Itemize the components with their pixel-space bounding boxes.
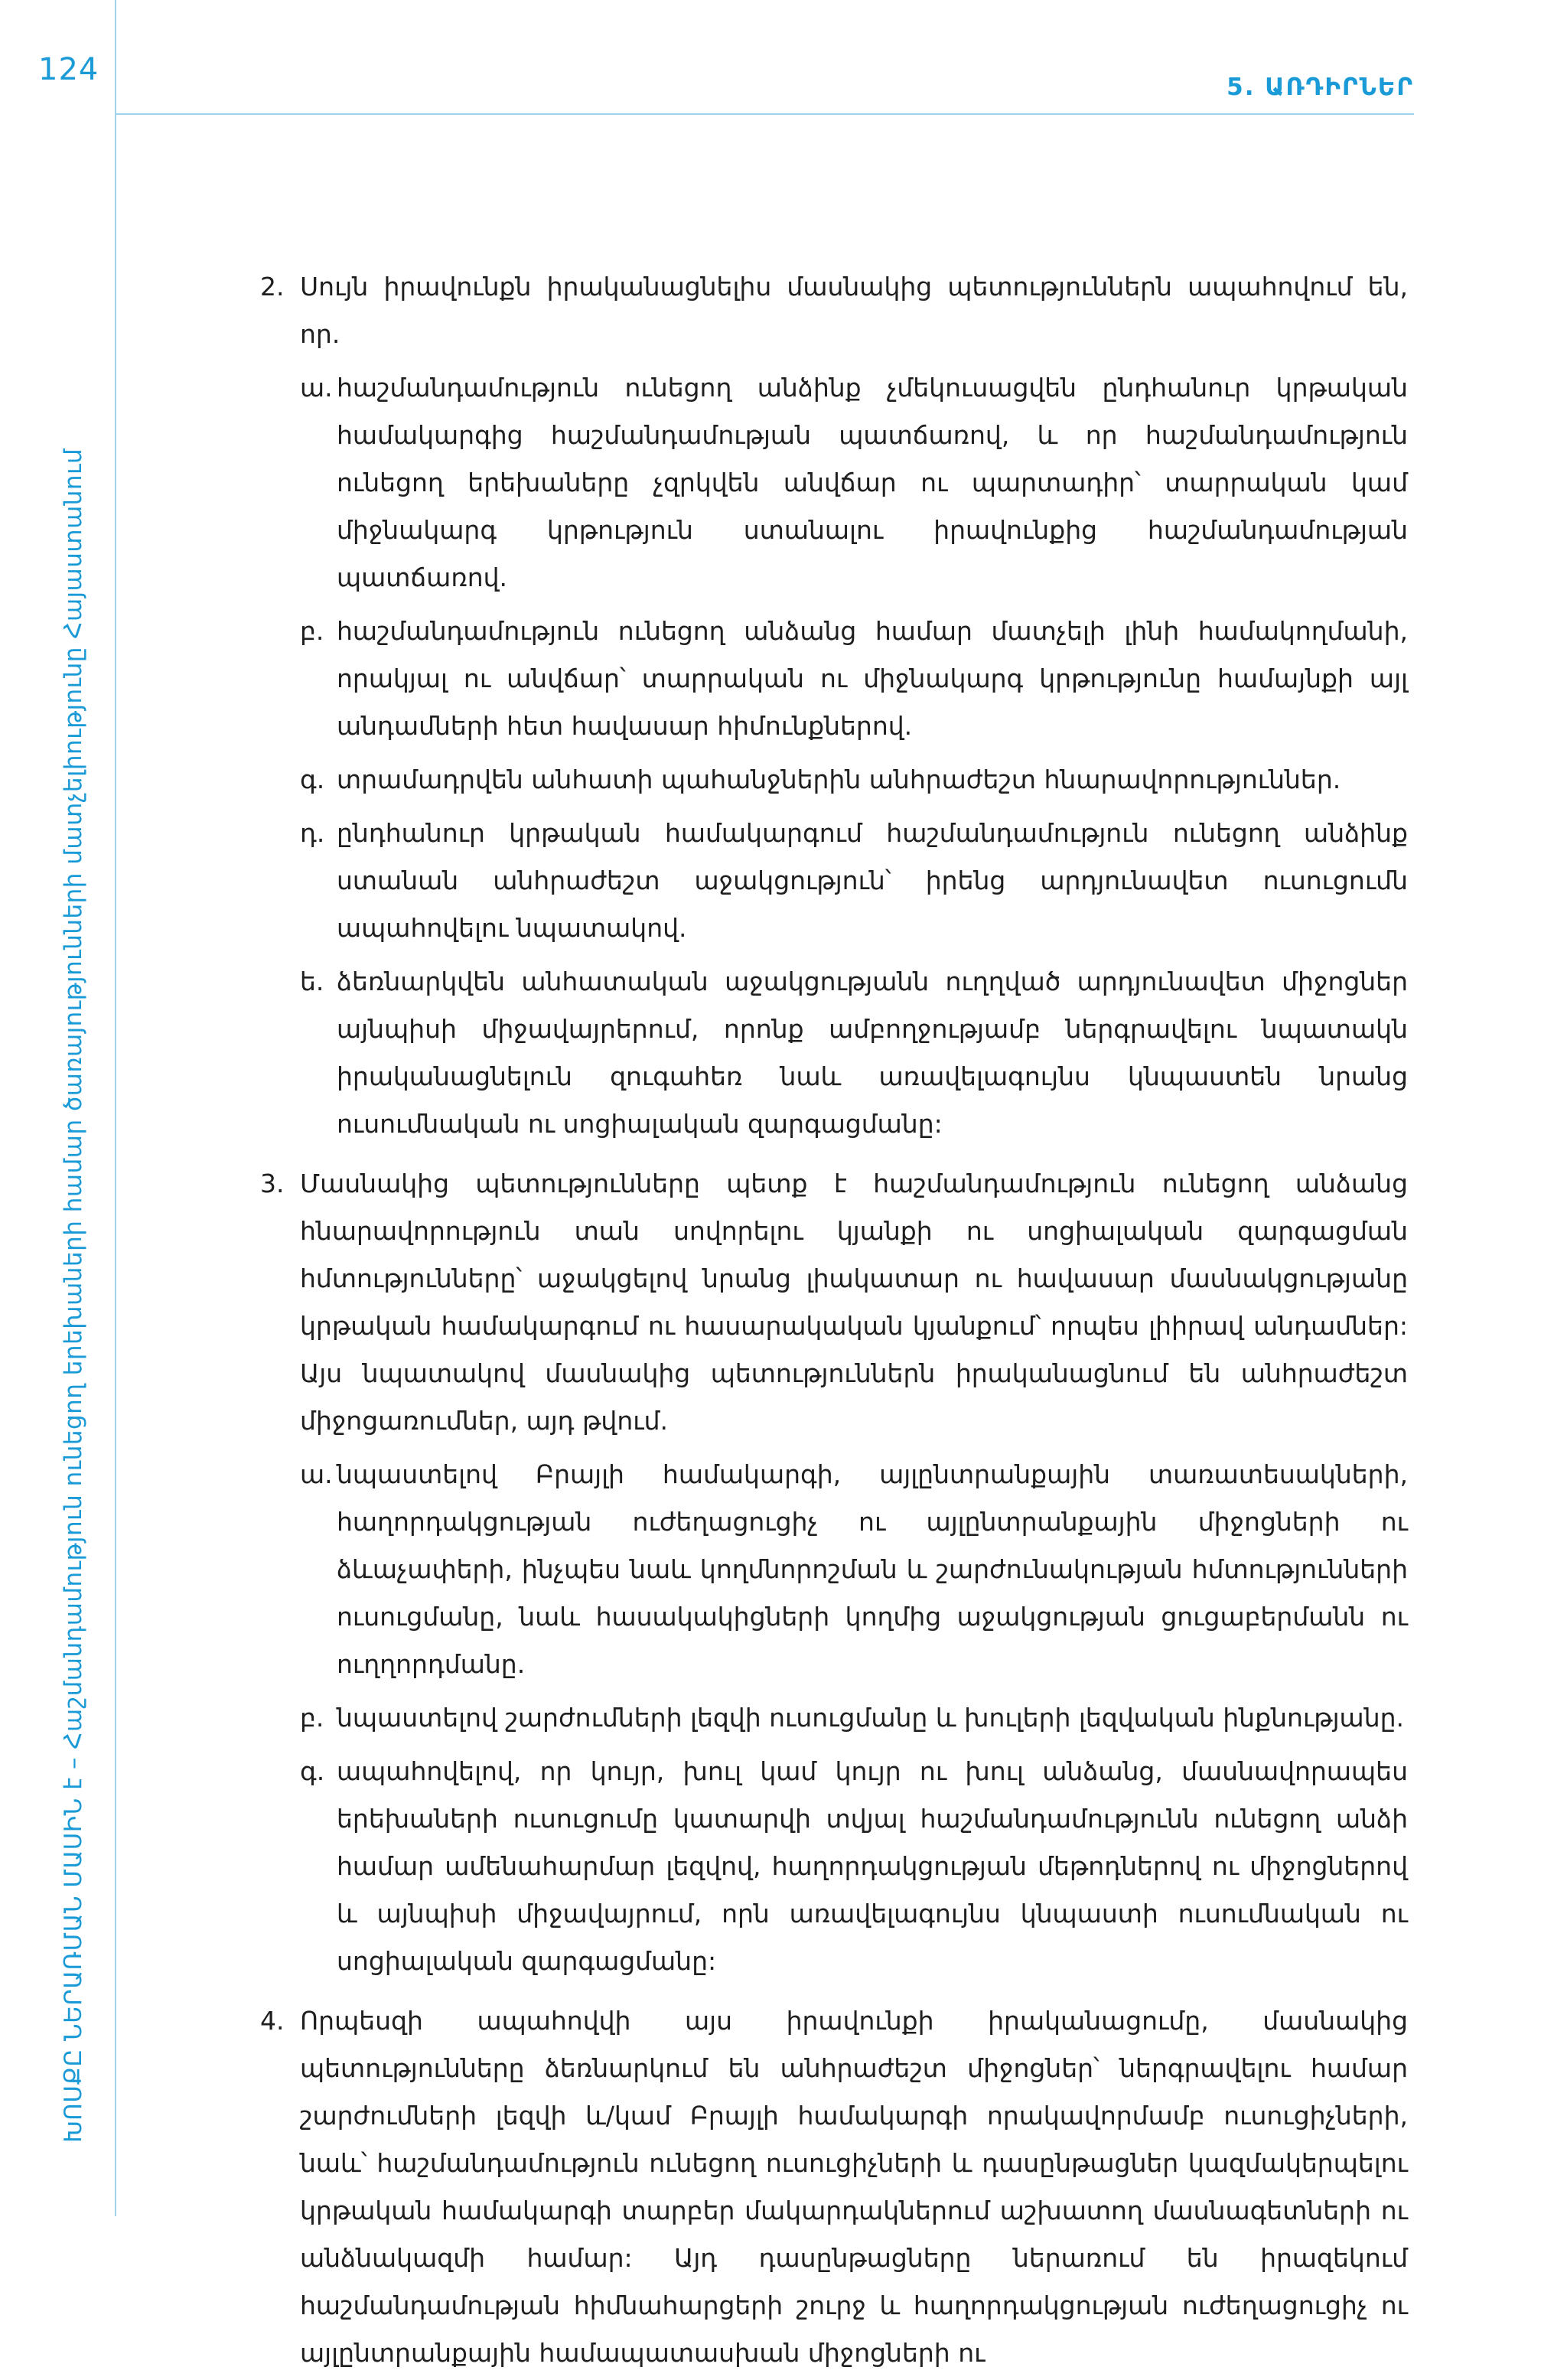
subitem-letter: ա. bbox=[300, 373, 333, 403]
side-running-title: ԽՈՍՔԸ ՆԵՐԱՌՄԱՆ ՄԱՍԻՆ է – Հաշմանդամություն ունեցող երեխաների համար ծառայությունների մատչելիությունը Հայաստանում bbox=[60, 448, 87, 2143]
subitem-letter: գ. bbox=[300, 765, 325, 794]
item-number: 3. bbox=[260, 1169, 285, 1198]
numbered-item bbox=[260, 1160, 1408, 1445]
subitem-text: նպաստելով Բրայլի համակարգի, այլընտրանքային տառատեսակների, հաղորդակցության ուժեղացուցիչ ու այլընտրանքային միջոցների ու ձևաչափերի, ինչպես նաև կողմնորոշման և շարժունակության հմտությունների ուսուցմանը, նաև հասակակիցների կողմից աջակցության ցուցաբերմանն ու ուղղորդմանը. bbox=[337, 1459, 1408, 1679]
lettered-subitem bbox=[300, 364, 1408, 602]
item-text: Սույն իրավունքն իրականացնելիս մասնակից պետություններն ապահովում են, որ. bbox=[300, 272, 1408, 349]
page-number: 124 bbox=[38, 52, 99, 87]
subitem-text: տրամադրվեն անհատի պահանջներին անհրաժեշտ հնարավորություններ. bbox=[337, 765, 1341, 794]
numbered-item bbox=[260, 1997, 1408, 2377]
lettered-subitem bbox=[300, 958, 1408, 1148]
subitem-letter: ե. bbox=[300, 967, 324, 996]
subitem-text: ձեռնարկվեն անհատական աջակցությանն ուղղված արդյունավետ միջոցներ այնպիսի միջավայրերում, որոնք ամբողջությամբ ներգրավելու նպատակն իրականացնելուն զուգահեռ նաև առավելագույնս կնպաստեն նրանց ուսումնական ու սոցիալական զարգացմանը: bbox=[337, 967, 1408, 1139]
subitem-text: հաշմանդամություն ունեցող անձանց համար մատչելի լինի համակողմանի, որակյալ ու անվճար՝ տարրական ու միջնակարգ կրթությունը համայնքի այլ անդամների հետ հավասար հիմունքներով. bbox=[337, 616, 1408, 741]
subitem-letter: բ. bbox=[300, 1703, 324, 1733]
chapter-title: 5. ԱՌԴԻՐՆԵՐ bbox=[1227, 73, 1414, 101]
subitem-letter: բ. bbox=[300, 616, 324, 646]
subitem-letter: գ. bbox=[300, 1756, 325, 1786]
lettered-subitem bbox=[300, 1748, 1408, 1985]
page-body bbox=[260, 263, 1408, 2380]
subitem-text: ընդհանուր կրթական համակարգում հաշմանդամություն ունեցող անձինք ստանան անհրաժեշտ աջակցություն՝ իրենց արդյունավետ ուսուցումն ապահովելու նպատակով. bbox=[337, 818, 1408, 943]
subitem-letter: դ. bbox=[300, 818, 325, 848]
margin-rule bbox=[115, 0, 116, 2216]
numbered-item bbox=[260, 263, 1408, 358]
header-rule bbox=[115, 113, 1414, 115]
item-number: 4. bbox=[260, 2006, 285, 2036]
subitem-text: հաշմանդամություն ունեցող անձինք չմեկուսացվեն ընդհանուր կրթական համակարգից հաշմանդամության պատճառով, և որ հաշմանդամություն ունեցող երեխաները չզրկվեն անվճար ու պարտադիր՝ տարրական կամ միջնակարգ կրթություն ստանալու իրավունքից հաշմանդամության պատճառով. bbox=[337, 373, 1408, 592]
lettered-subitem bbox=[300, 756, 1408, 804]
item-number: 2. bbox=[260, 272, 285, 302]
item-text: Մասնակից պետությունները պետք է հաշմանդամություն ունեցող անձանց հնարավորություն տան սովորելու կյանքի ու սոցիալական զարգացման հմտությունները՝ աջակցելով նրանց լիակատար ու հավասար մասնակցությանը կրթական համակարգում ու հասարակական կյանքում՝ որպես լիիրավ անդամներ: Այս նպատակով մասնակից պետություններն իրականացնում են անհրաժեշտ միջոցառումներ, այդ թվում. bbox=[300, 1169, 1408, 1436]
lettered-subitem bbox=[300, 810, 1408, 952]
lettered-subitem bbox=[300, 608, 1408, 750]
subitem-text: նպաստելով շարժումների լեզվի ուսուցմանը և խուլերի լեզվական ինքնությանը. bbox=[337, 1703, 1405, 1733]
lettered-subitem bbox=[300, 1694, 1408, 1742]
subitem-text: ապահովելով, որ կույր, խուլ կամ կույր ու խուլ անձանց, մասնավորապես երեխաների ուսուցումը կատարվի տվյալ հաշմանդամությունն ունեցող անձի համար ամենահարմար լեզվով, հաղորդակցության մեթոդներով ու միջոցներով և այնպիսի միջավայրում, որն առավելագույնս կնպաստի ուսումնական ու սոցիալական զարգացմանը: bbox=[337, 1756, 1408, 1976]
subitem-letter: ա. bbox=[300, 1459, 333, 1489]
item-text: Որպեսզի ապահովվի այս իրավունքի իրականացումը, մասնակից պետությունները ձեռնարկում են անհրաժեշտ միջոցներ՝ ներգրավելու համար շարժումների լեզվի և/կամ Բրայլի համակարգի որակավորմամբ ուսուցիչների, նաև՝ հաշմանդամություն ունեցող ուսուցիչների և դասընթացներ կազմակերպելու կրթական համակարգի տարբեր մակարդակներում աշխատող մասնագետների ու անձնակազմի համար: Այդ դասընթացները ներառում են իրազեկում հաշմանդամության հիմնահարցերի շուրջ և հաղորդակցության ուժեղացուցիչ ու այլընտրանքային համապատասխան միջոցների ու bbox=[300, 2006, 1408, 2368]
lettered-subitem bbox=[300, 1451, 1408, 1688]
